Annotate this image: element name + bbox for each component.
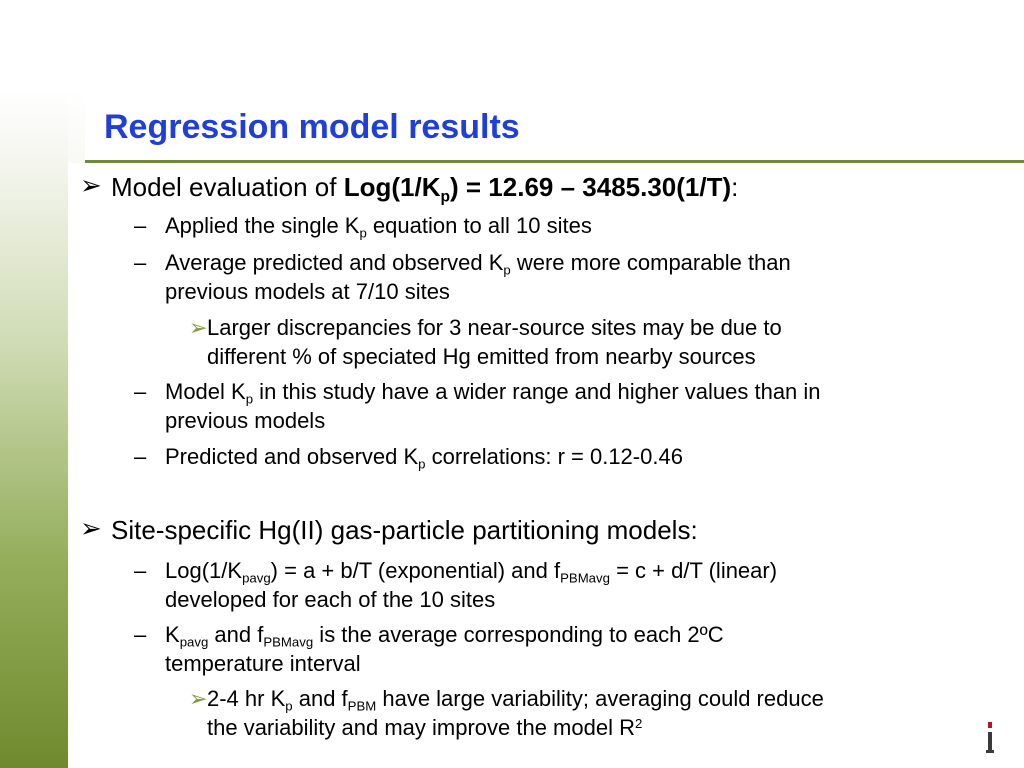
section1-item2-sub-line2: different % of speciated Hg emitted from nearby sources — [207, 344, 756, 369]
slide-title: Regression model results — [104, 108, 520, 146]
logo-icon — [985, 722, 995, 754]
dash-bullet: – — [134, 250, 147, 275]
left-decorative-band — [0, 88, 68, 768]
title-underline-rule — [85, 160, 1024, 163]
dash-bullet: – — [134, 558, 147, 583]
section1-item2-sub-line1: Larger discrepancies for 3 near-source sites may be due to — [207, 315, 782, 340]
section2-heading: Site-specific Hg(II) gas-particle partitioning models: — [111, 515, 698, 545]
section2-item1-continuation: developed for each of the 10 sites — [165, 587, 496, 612]
section2-item2: $K_{pavg}$ and $f_{PBMavg}$ is the average corresponding to each 2ºC — [165, 622, 724, 650]
section1-item1: Applied the single $K_p$ equation to all 10 sites — [165, 213, 592, 241]
section2-item2-continuation: temperature interval — [165, 651, 361, 676]
green-right-arrow-icon: ➢ — [189, 686, 208, 711]
dash-bullet: – — [134, 622, 147, 647]
dash-bullet: – — [134, 213, 147, 238]
section1-item2: Average predicted and observed $K_p$ were more comparable than — [165, 250, 791, 278]
section1-item3: Model $K_p$ in this study have a wider range and higher values than in — [165, 379, 821, 407]
section1-item4: Predicted and observed $K_p$ correlations: r = 0.12-0.46 — [165, 444, 683, 472]
section2-item2-sub-line2: the variability and may improve the model $R^2$ — [207, 715, 643, 740]
section2-item1: $Log(1/K_{pavg}) = a + b/T$ (exponential) and $f_{PBMavg} = c + d/T$ (linear) — [165, 558, 778, 586]
dash-bullet: – — [134, 379, 147, 404]
right-arrow-icon: ➢ — [80, 170, 102, 200]
green-right-arrow-icon: ➢ — [189, 315, 208, 340]
section2-item2-sub-line1: 2-4 hr $K_p$ and $f_{PBM}$ have large variability; averaging could reduce — [207, 686, 824, 714]
right-arrow-icon: ➢ — [80, 513, 102, 543]
dash-bullet: – — [134, 444, 147, 469]
section1-item2-continuation: previous models at 7/10 sites — [165, 279, 450, 304]
section1-item3-continuation: previous models — [165, 408, 326, 433]
section1-heading: Model evaluation of $Log(1/K_p) = 12.69 - 3485.30(1/T)$: — [111, 172, 739, 206]
